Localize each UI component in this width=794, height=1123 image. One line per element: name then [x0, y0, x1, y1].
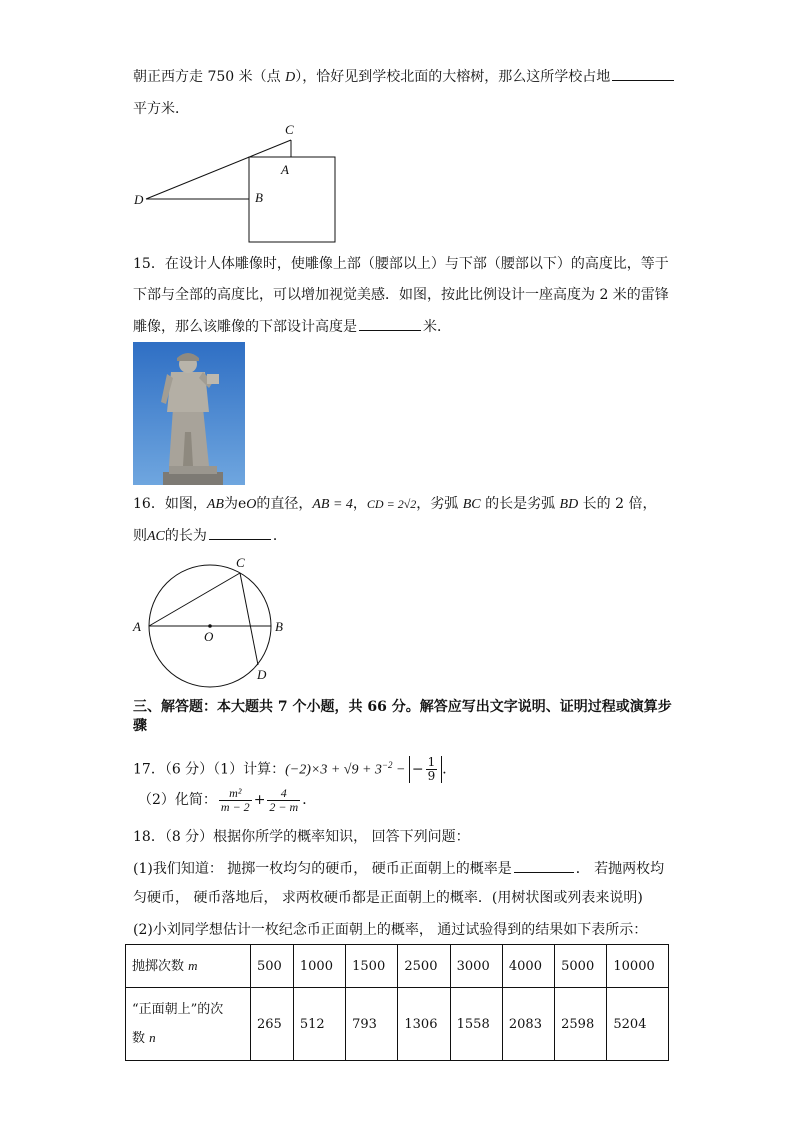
table-cell: 1558 — [450, 988, 502, 1061]
table-head-trials — [126, 945, 251, 988]
q14-line1-text-b: ），恰好见到学校北面的大榕树，那么这所学校占地 — [295, 69, 611, 85]
table-cell: 10000 — [607, 945, 669, 988]
q18-line2-text: (1)我们知道： 抛掷一枚均匀的硬币， 硬币正面朝上的概率是 — [133, 861, 512, 877]
q17-abs-fraction — [426, 756, 438, 783]
table-cell: 5000 — [555, 945, 607, 988]
head-heads-text: “正面朝上”的次数 — [132, 1001, 224, 1046]
q18-line3: 匀硬币， 硬币落地后， 求两枚硬币都是正面朝上的概率．(用树状图或列表来说明) — [133, 890, 643, 906]
table-row-heads — [126, 988, 669, 1061]
q17-end: ． — [442, 761, 457, 778]
q16-line2-pre: 则 — [133, 528, 147, 544]
q14-point-d: D — [285, 70, 296, 85]
q16-line2 — [133, 525, 287, 547]
segment-cd — [146, 140, 291, 199]
label-o: O — [204, 629, 214, 644]
q14-figure — [125, 118, 345, 248]
q16-eq1: AB = 4 — [312, 497, 353, 512]
table-cell: 1500 — [346, 945, 398, 988]
q18-line1: 18．（8 分）根据你所学的概率知识， 回答下列问题： — [133, 829, 470, 845]
q15-line2: 下部与全部的高度比，可以增加视觉美感．如图，按此比例设计一座高度为 2 米的雷锋 — [133, 287, 669, 303]
label-a: A — [133, 619, 141, 634]
table-cell: 793 — [346, 988, 398, 1061]
table-cell: 2500 — [398, 945, 450, 988]
q16-ac: AC — [147, 529, 165, 544]
q17-part2 — [138, 786, 316, 814]
label-b: B — [275, 619, 283, 634]
q16-o: O — [246, 497, 257, 512]
q16-line1 — [133, 494, 656, 515]
q17-expr-exponent: −2 — [381, 760, 393, 770]
center-point — [208, 624, 212, 628]
table-cell: 512 — [293, 988, 345, 1061]
table-cell: 500 — [251, 945, 294, 988]
q16-circle-symbol: e — [237, 496, 247, 512]
chord-cd — [240, 573, 258, 665]
table-cell: 2598 — [555, 988, 607, 1061]
statue-photo — [133, 342, 245, 485]
q18-line2 — [133, 858, 664, 879]
q16-sep: ， — [352, 496, 367, 512]
q17-part2-text: （2）化简： — [138, 792, 217, 808]
q14-line1-text-a: 朝正西方走 750 米（点 — [133, 69, 286, 85]
table-head-heads — [126, 988, 251, 1061]
table-cell: 4000 — [502, 945, 554, 988]
q18-line2-post: ． 若抛两枚均 — [575, 861, 665, 877]
table-cell: 1306 — [398, 988, 450, 1061]
q15-line3-text: 雕像，那么该雕像的下部设计高度是 — [133, 319, 357, 335]
q16-figure — [125, 553, 300, 688]
q16-ab: AB — [206, 497, 224, 512]
q17-abs-den: 9 — [427, 769, 436, 784]
label-c: C — [236, 555, 245, 570]
q16-number: 16．如图， — [133, 496, 207, 512]
head-trials-text: 抛掷次数 — [132, 958, 185, 974]
q17-part1-text: 17．（6 分）（1）计算： — [133, 761, 286, 778]
q18-answer-blank — [514, 858, 574, 873]
q17-abs-value — [409, 756, 442, 783]
q15-line3 — [133, 316, 451, 337]
q17-abs-minus: − — [411, 761, 424, 778]
q18-line4: (2)小刘同学想估计一枚纪念币正面朝上的概率， 通过试验得到的结果如下表所示： — [133, 922, 648, 938]
q17-f1-num: m² — [219, 787, 252, 801]
q17-expr-b: − — [392, 762, 409, 778]
table-cell: 2083 — [502, 988, 554, 1061]
table-cell: 265 — [251, 988, 294, 1061]
q15-line3-unit: 米． — [423, 319, 451, 335]
table-cell: 3000 — [450, 945, 502, 988]
q16-t1: 为 — [223, 496, 238, 512]
q16-eq2: CD = 2√2 — [366, 497, 417, 511]
table-cell: 1000 — [293, 945, 345, 988]
var-m: m — [188, 957, 198, 973]
q16-bc: BC — [462, 497, 481, 512]
section3-line1: 三、解答题：本大题共 7 个小题，共 66 分。解答应写出文字说明、证明过程或演算步 — [133, 699, 672, 715]
label-b: B — [255, 190, 263, 205]
q14-line2: 平方米． — [133, 101, 189, 117]
q16-line2-mid: 的长为 — [164, 528, 207, 544]
q14-line1 — [133, 66, 676, 88]
q15-line1: 15．在设计人体雕像时，使雕像上部（腰部以上）与下部（腰部以下）的高度比，等于 — [133, 256, 669, 272]
q16-line2-post: ． — [272, 528, 287, 544]
q16-t4: 的长是劣弧 — [480, 496, 560, 512]
q16-bd: BD — [559, 497, 579, 512]
q16-t3: ，劣弧 — [416, 496, 463, 512]
section3-line2: 骤 — [133, 718, 147, 734]
label-d: D — [257, 667, 267, 682]
q17-abs-num: 1 — [427, 755, 436, 770]
q16-t2: 的直径， — [256, 496, 313, 512]
q17-expr-a: (−2)×3 + √9 + 3 — [285, 762, 382, 778]
q17-part1 — [133, 752, 456, 784]
chord-ac — [149, 573, 240, 626]
q17-fraction-2 — [267, 787, 300, 814]
q16-t5: 长的 2 倍， — [578, 496, 657, 512]
table-cell: 5204 — [607, 988, 669, 1061]
q14-answer-blank — [612, 66, 674, 81]
q17-f2-den: 2 − m — [269, 799, 299, 814]
table-row-trials — [126, 945, 669, 988]
label-c: C — [285, 122, 294, 137]
q17-fraction-1 — [219, 787, 252, 814]
label-d: D — [134, 192, 144, 207]
q16-answer-blank — [209, 525, 271, 540]
q17-f1-den: m − 2 — [220, 799, 250, 814]
label-a: A — [281, 162, 289, 177]
q15-answer-blank — [359, 316, 421, 331]
q17-f2-num: 4 — [267, 787, 300, 801]
q17-plus: + — [253, 792, 266, 808]
q17-end2: ． — [302, 792, 317, 808]
var-n: n — [149, 1029, 156, 1045]
probability-table — [125, 944, 669, 1061]
